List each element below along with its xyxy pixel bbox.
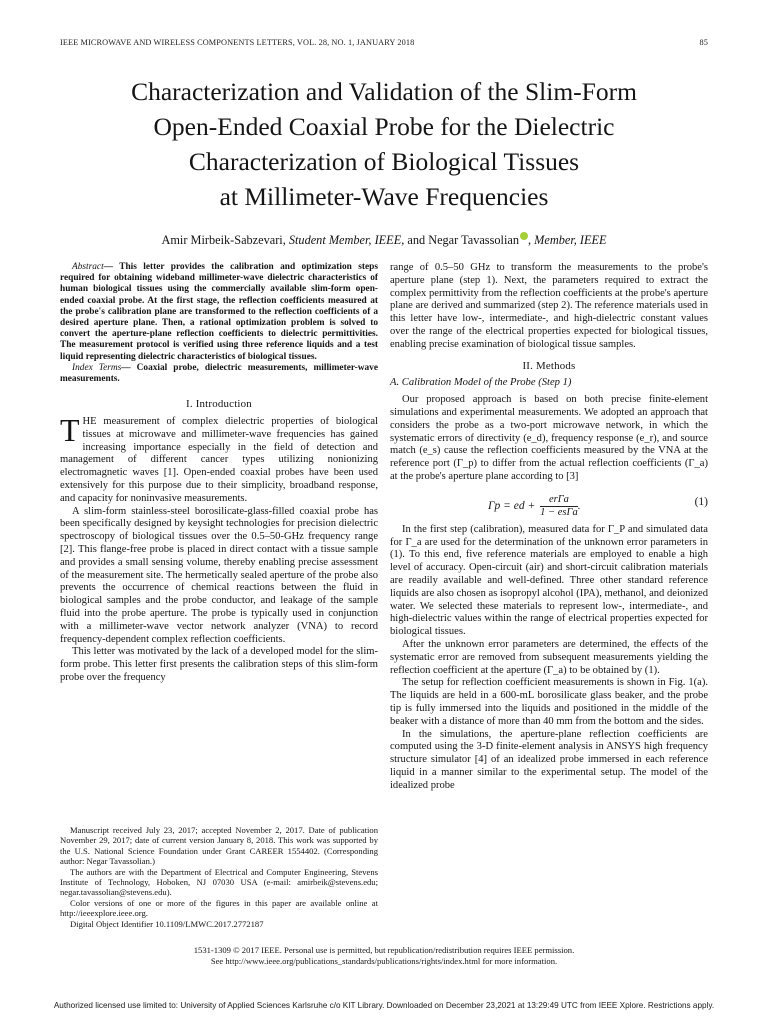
orcid-icon[interactable] (520, 232, 528, 240)
methods-paragraph-1: Our proposed approach is based on both precise finite-element simulations and experimental measurements. We adopted an approach that considers the probe as a two-port microwave network, in which the systematic errors of directivity (e_d), frequency response (e_r), and source match (e_s) cause the reflection coefficients measured by the VNA at the reference port (Γ_p) to differ from the actual reflection coefficients (Γ_a) at the probe's aperture plane according to [3] (390, 394, 708, 482)
footnote-manuscript: Manuscript received July 23, 2017; accepted November 2, 2017. Date of publication November 29, 2017; date of current version January 8, 2018. This work was supported by the U.S. National Science Foundation under Grant CAREER 1554402. (Corresponding author: Negar Tavassolian.) (60, 825, 378, 867)
author-1: Amir Mirbeik-Sabzevari, (161, 233, 286, 247)
intro-heading: I. Introduction (186, 398, 252, 411)
copyright-line-1: 1531-1309 © 2017 IEEE. Personal use is permitted, but republication/redistribution requires IEEE permission. (193, 945, 575, 955)
abstract-label: Abstract (72, 262, 104, 272)
title-line-3: Characterization of Biological Tissues (188, 147, 580, 176)
equation-fraction (540, 494, 578, 519)
intro-paragraph-2: A slim-form stainless-steel borosilicate-glass-filled coaxial probe has been specifically designed by keysight technologies for precision dielectric spectroscopy of biological tissues over the 0.5–50-GHz frequency range [2]. This flange-free probe is placed in direct contact with a tissue sample and provides a small sensing volume, thereby enabling precise assessment of the measurement site. The hermetically sealed aperture of the probe also prevents the occurrence of chemical reactions between the fluid in biological samples and the probe conductor, and leakage of the sample fluid into the probe aperture. The probe is typically used in conjunction with a millimeter-wave vector network analyzer (VNA) to record frequency-dependent complex reflection coefficients. (60, 505, 378, 645)
equation-numerator: erΓa (540, 494, 578, 507)
methods-paragraph-2: In the first step (calibration), measured data for Γ_P and simulated data for Γ_a are used for the determination of the unknown error parameters in (1). To this end, five reference materials are employed to enable a high level of accuracy. Open-circuit (air) and short-circuit calibration materials are readily available and well-defined. Three other standard reference liquids are also chosen as isopropyl alcohol (IPA), methanol, and deionized water. We selected these materials to represent low-, intermediate-, and high-dielectric values within the range of electrical properties expected for biological tissues. (390, 523, 708, 638)
equation-1 (390, 488, 708, 518)
footnote-color: Color versions of one or more of the figures in this paper are available online at http://ieeexplore.ieee.org. (60, 897, 378, 919)
page-number: 85 (699, 38, 708, 47)
equation-body (488, 494, 581, 519)
right-column (390, 262, 708, 792)
equation-number: (1) (694, 495, 708, 508)
abstract (60, 262, 378, 363)
left-column (60, 262, 378, 685)
footnote-affiliation: The authors are with the Department of Electrical and Computer Engineering, Stevens Institute of Technology, Hoboken, NJ 07030 USA (e-mail: amirbeik@stevens.edu; negar.tavassolian@stevens.edu). (60, 866, 378, 898)
methods-paragraph-5: In the simulations, the aperture-plane reflection coefficients are computed using the 3-D finite-element analysis in ANSYS high frequency structure simulator [4] of an idealized probe immersed in each reference liquid in a manner similar to the experimental setup. The model of the idealized probe (390, 728, 708, 791)
index-terms-text: — Coaxial probe, dielectric measurements, millimeter-wave measurements. (60, 362, 378, 385)
copyright-line-2: See http://www.ieee.org/publications_standards/publications/rights/index.html for more information. (210, 956, 558, 966)
intro-paragraph-1 (60, 412, 378, 506)
running-head (60, 38, 708, 47)
author-2-role: Member, IEEE (534, 233, 607, 247)
abstract-text: — This letter provides the calibration and optimization steps required for obtaining wideband millimeter-wave dielectric characteristics of human biological tissues using the commercially available slim-form open-ended coaxial probe. At the first stage, the reflection coefficients measured at the probe's calibration plane are transformed to the reflection coefficients of a desired aperture plane. Then, a rational optimization problem is solved to convert the aperture-plane reflection coefficients to dielectric permittivities. The measurement protocol is verified using three reference liquids and a test liquid representing dielectric characteristics of biological tissues. (60, 262, 378, 362)
author-connector: , and Negar Tavassolian (401, 233, 519, 247)
license-bar: Authorized licensed use limited to: University of Applied Sciences Karlsruhe c/o KIT Library. Downloaded on December 23,2021 at 13:29:49 UTC from IEEE Xplore. Restrictions apply. (53, 1001, 715, 1010)
copyright-notice (60, 945, 708, 967)
author-line: Amir Mirbeik-Sabzevari, Student Member, IEEE, and Negar Tavassolian , Member, IEEE (161, 233, 607, 247)
intro-p1-text: HE measurement of complex dielectric properties of biological tissues at microwave and millimeter-wave frequencies has gained increasing importance especially in the field of detection and management of different cancer types utilizing nonionizing electromagnetic waves [1]. Open-ended coaxial probes have been used extensively for this purpose due to their simplicity, broadband response, and capacity for noninvasive measurements. (60, 416, 378, 504)
footnote-doi: Digital Object Identifier 10.1109/LMWC.2017.2772187 (70, 918, 264, 929)
dropcap: T (60, 412, 80, 449)
methods-paragraph-3: After the unknown error parameters are determined, the effects of the systematic error are removed from subsequent measurements yielding the reflection coefficient at the aperture (Γ_a) to be obtained by (1). (390, 638, 708, 676)
equation-lhs: Γp = ed + (488, 499, 536, 512)
journal-header: IEEE MICROWAVE AND WIRELESS COMPONENTS LETTERS, VOL. 28, NO. 1, JANUARY 2018 (60, 38, 415, 47)
paper-title (50, 74, 718, 214)
title-line-1: Characterization and Validation of the Slim-Form (131, 77, 637, 106)
right-paragraph-continued: range of 0.5–50 GHz to transform the measurements to the probe's aperture plane (step 1). Next, the parameters required to extract the complex permittivity from the reflection coefficients at the probe's aperture plane are derived and summarized (step 2). The reference materials used in this letter have low-, intermediate-, and high-dielectric constant values over the range of the electrical properties expected for biological tissues, enabling precise examination of biological tissue samples. (390, 262, 708, 350)
title-line-4: at Millimeter-Wave Frequencies (219, 182, 549, 211)
footnotes (60, 825, 378, 929)
equation-denominator: 1 − esΓa (540, 506, 578, 518)
subsection-heading: A. Calibration Model of the Probe (Step 1) (390, 377, 572, 389)
methods-paragraph-4: The setup for reflection coefficient measurements is shown in Fig. 1(a). The liquids are held in a 600-mL borosilicate glass beaker, and the probe tip is fully immersed into the liquids and positioned in the middle of the beaker with a distance of more than 40 mm from the bottom and the sides. (390, 677, 708, 727)
index-terms (60, 363, 378, 385)
author-1-role: Student Member, IEEE (288, 233, 402, 247)
methods-heading: II. Methods (522, 359, 576, 372)
index-terms-label: Index Terms (72, 362, 122, 373)
title-line-2: Open-Ended Coaxial Probe for the Dielectric (153, 112, 615, 141)
intro-paragraph-3: This letter was motivated by the lack of a developed model for the slim-form probe. This letter first presents the calibration steps of this slim-form probe over the frequency (60, 646, 378, 683)
equation-tail: . (577, 499, 581, 512)
